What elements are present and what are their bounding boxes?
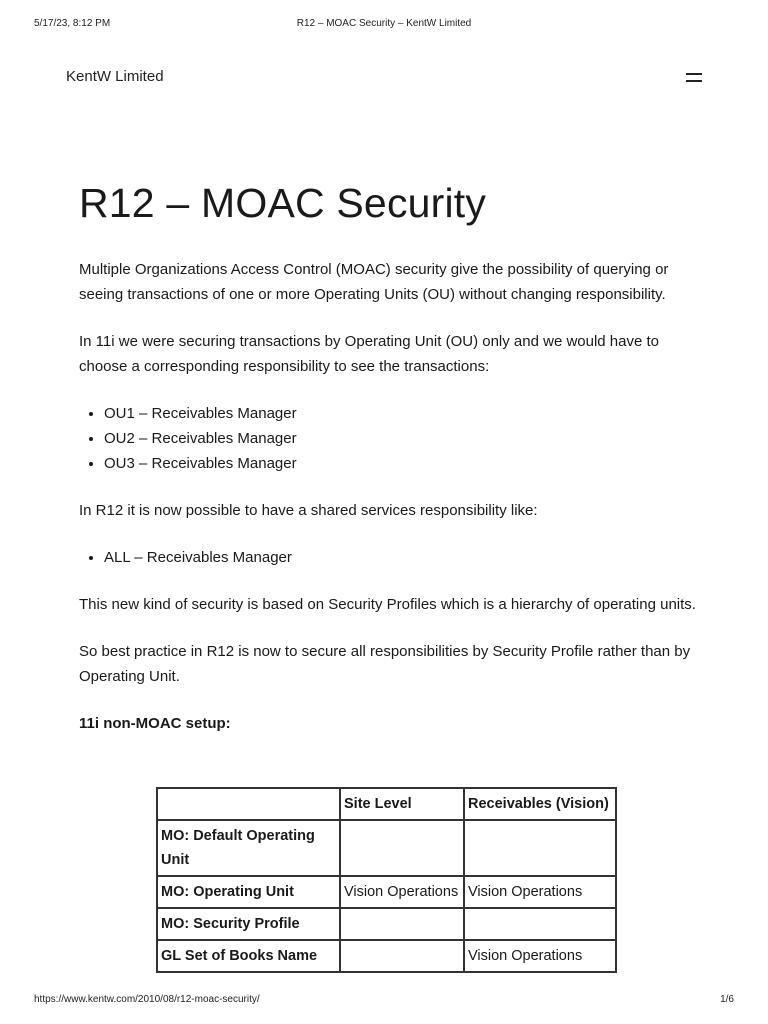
print-header [34,18,734,32]
paragraph: In R12 it is now possible to have a shared services responsibility like: [79,502,538,519]
list-item: • OU3 – Receivables Manager [104,451,699,476]
print-page-title: R12 – MOAC Security – KentW Limited [296,18,472,29]
list-item: • OU2 – Receivables Manager [104,426,699,451]
table-header-cell: Receivables (Vision) [464,788,616,820]
print-date: 5/17/23, 8:12 PM [34,18,111,29]
hamburger-menu-icon[interactable] [686,70,702,84]
table-row [157,820,616,876]
table-cell: Vision Operations [464,876,616,908]
table-header-row [157,788,616,820]
paragraph: This new kind of security is based on Security Profiles which is a hierarchy of operating units. [79,596,696,613]
page-url: https://www.kentw.com/2010/08/r12-moac-security/ [34,994,260,1005]
paragraph: So best practice in R12 is now to secure all responsibilities by Security Profile rather than by Operating Unit. [79,643,691,685]
page-number: 1/6 [720,994,734,1005]
article-content [79,172,699,756]
section-heading: 11i non-MOAC setup: [79,715,231,732]
table-cell [340,820,464,876]
bullet-list-11i [79,401,699,476]
table-header-cell: Site Level [340,788,464,820]
site-name-link[interactable]: KentW Limited [66,68,164,85]
table-row [157,876,616,908]
page-title: R12 – MOAC Security [79,180,487,226]
table-row [157,908,616,940]
table-row [157,940,616,972]
paragraph: Multiple Organizations Access Control (MOAC) security give the possibility of querying or seeing transactions of one or more Operating Units (OU) without changing responsibility. [79,261,669,303]
menu-line [686,73,702,75]
table-cell: Vision Operations [464,940,616,972]
table-cell [340,940,464,972]
bullet-list-r12 [79,545,699,570]
list-item: • OU1 – Receivables Manager [104,401,699,426]
paragraph: In 11i we were securing transactions by Operating Unit (OU) only and we would have to choose a corresponding responsibility to see the transactions: [79,333,660,375]
setup-table [156,787,617,973]
table-cell-profile: MO: Default Operating Unit [157,820,340,876]
table-header-cell [157,788,340,820]
menu-line [686,80,702,82]
table-cell [464,908,616,940]
table-cell [340,908,464,940]
print-footer [34,994,734,1008]
table-cell: Vision Operations [340,876,464,908]
list-item: • ALL – Receivables Manager [104,545,699,570]
table-cell-profile: GL Set of Books Name [157,940,340,972]
site-header [66,66,702,90]
table-cell-profile: MO: Security Profile [157,908,340,940]
table-cell [464,820,616,876]
table-cell-profile: MO: Operating Unit [157,876,340,908]
